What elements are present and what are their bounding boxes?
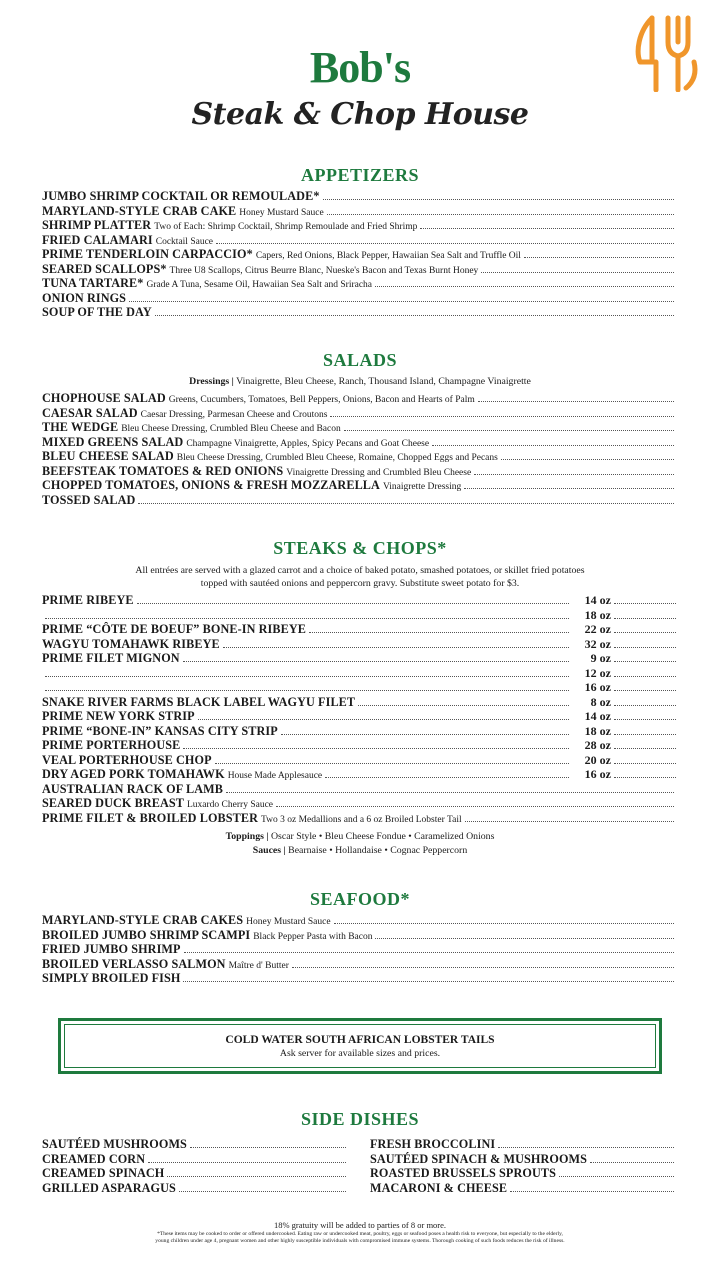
menu-item: [42, 666, 676, 681]
lobster-tails-inner: [64, 1024, 656, 1068]
health-warning-line2: young children under age 4, pregnant women and other highly susceptible individuals with compromised immune systems. Thorough cooking of such foods reduces the risk of illness.: [155, 1238, 565, 1244]
side-item: [370, 1181, 676, 1196]
item-name: SEARED SCALLOPS*: [42, 261, 167, 276]
item-name: PRIME “BONE-IN” KANSAS CITY STRIP: [42, 723, 278, 738]
item-description: Cocktail Sauce: [155, 236, 213, 247]
dot-leader: [478, 401, 674, 402]
item-size: 20 oz: [584, 752, 611, 767]
item-name: SOUP OF THE DAY: [42, 305, 152, 319]
item-description: Three U8 Scallops, Citrus Beurre Blanc, Nueske's Bacon and Texas Burnt Honey: [169, 265, 479, 276]
item-description: Bleu Cheese Dressing, Crumbled Bleu Cheese, Romaine, Chopped Eggs and Pecans: [176, 453, 498, 463]
price-leader: [614, 632, 676, 633]
steaks-list: [42, 593, 676, 825]
dot-leader: [183, 748, 569, 749]
menu-item: [42, 189, 676, 204]
item-size: 32 oz: [584, 636, 611, 651]
price-leader: [614, 676, 676, 677]
dot-leader: [524, 257, 674, 258]
item-name: DRY AGED PORK TOMAHAWK: [42, 767, 225, 781]
sauces-label: Sauces |: [252, 845, 286, 856]
dressings-list: Vinaigrette, Bleu Cheese, Ranch, Thousand Island, Champagne Vinaigrette: [236, 376, 531, 387]
item-name: WAGYU TOMAHAWK RIBEYE: [42, 636, 220, 651]
menu-item: [42, 680, 676, 695]
side-name: ROASTED BRUSSELS SPROUTS: [370, 1166, 556, 1180]
menu-item: [42, 928, 676, 943]
item-name: BROILED JUMBO SHRIMP SCAMPI: [42, 927, 251, 942]
dot-leader: [184, 952, 674, 953]
side-item: [42, 1152, 348, 1167]
item-size: 18 oz: [584, 607, 611, 622]
dot-leader: [137, 603, 569, 604]
item-name: PRIME TENDERLOIN CARPACCIO*: [42, 247, 253, 261]
menu-item: [42, 767, 676, 782]
dot-leader: [498, 1147, 674, 1148]
item-name: CHOPPED TOMATOES, ONIONS & FRESH MOZZARELLA: [42, 478, 380, 492]
brand-name: Bob's: [309, 43, 411, 92]
menu-item: [42, 695, 676, 710]
item-size: 18 oz: [584, 723, 611, 738]
dot-leader: [292, 967, 674, 968]
menu-item: [42, 753, 676, 768]
gratuity-note: 18% gratuity will be added to parties of 8 or more.: [273, 1220, 447, 1230]
side-item: [370, 1137, 676, 1152]
dot-leader: [155, 315, 674, 316]
appetizers-list: [42, 189, 676, 320]
side-item: [42, 1137, 348, 1152]
menu-item: [42, 464, 676, 479]
lobster-tails-box: [58, 1018, 662, 1074]
dot-leader: [481, 272, 674, 273]
dot-leader: [167, 1176, 346, 1177]
menu-item: [42, 796, 676, 811]
price-leader: [614, 748, 676, 749]
health-warning-line1: *These items may be cooked to order or offered undercooked. Eating raw or undercooked meat, poultry, eggs or seafood poses a health risk to everyone, but especially to the elderly,: [157, 1231, 563, 1237]
sides-title: SIDE DISHES: [300, 1109, 420, 1129]
price-leader: [614, 719, 676, 720]
item-name: MIXED GREENS SALAD: [42, 434, 184, 449]
dot-leader: [45, 618, 569, 619]
sides-columns: [42, 1137, 676, 1195]
item-description: Honey Mustard Sauce: [246, 917, 331, 927]
dot-leader: [358, 705, 569, 706]
dot-leader: [474, 474, 674, 475]
menu-item: [42, 811, 676, 826]
menu-item: [42, 247, 676, 262]
dot-leader: [198, 719, 569, 720]
brand-tagline: Steak & Chop House: [191, 97, 529, 132]
menu-item: [42, 622, 676, 637]
item-name: SNAKE RIVER FARMS BLACK LABEL WAGYU FILET: [42, 694, 356, 709]
item-name: PRIME FILET MIGNON: [42, 651, 180, 665]
menu-item: [42, 957, 676, 972]
item-size: 12 oz: [584, 665, 611, 680]
menu-item: [42, 782, 676, 797]
menu-item: [42, 637, 676, 652]
item-size: 28 oz: [584, 738, 611, 752]
dot-leader: [323, 199, 674, 200]
menu-item: [42, 709, 676, 724]
dot-leader: [45, 676, 569, 677]
dot-leader: [179, 1191, 346, 1192]
dot-leader: [183, 661, 569, 662]
price-leader: [614, 763, 676, 764]
item-description: Maître d' Butter: [228, 960, 289, 971]
appetizers-title: APPETIZERS: [300, 165, 420, 185]
price-leader: [614, 603, 676, 604]
item-description: Vinaigrette Dressing and Crumbled Bleu Cheese: [286, 467, 472, 478]
item-size: 22 oz: [584, 622, 611, 636]
dot-leader: [559, 1176, 674, 1177]
dot-leader: [432, 445, 674, 446]
menu-item: [42, 305, 676, 320]
item-name: SIMPLY BROILED FISH: [42, 971, 181, 985]
menu-item: [42, 478, 676, 493]
sauces-list: Bearnaise • Hollandaise • Cognac Peppercorn: [288, 845, 468, 856]
item-size: 9 oz: [590, 651, 611, 665]
dot-leader: [309, 632, 569, 633]
item-name: THE WEDGE: [42, 420, 119, 434]
sides-right-column: [370, 1137, 676, 1195]
side-item: [42, 1181, 348, 1196]
side-name: FRESH BROCCOLINI: [370, 1137, 496, 1151]
menu-item: [42, 420, 676, 435]
menu-item: [42, 593, 676, 608]
price-leader: [614, 661, 676, 662]
item-description: Greens, Cucumbers, Tomatoes, Bell Peppers, Onions, Bacon and Hearts of Palm: [168, 395, 475, 405]
item-name: MARYLAND-STYLE CRAB CAKE: [42, 203, 237, 218]
price-leader: [614, 777, 676, 778]
menu-item: [42, 449, 676, 464]
item-name: PRIME RIBEYE: [42, 593, 134, 607]
toppings: [0, 830, 720, 844]
dot-leader: [216, 243, 674, 244]
menu-item: [42, 651, 676, 666]
dot-leader: [375, 286, 674, 287]
lobster-tails-subtitle: Ask server for available sizes and prices.: [279, 1048, 441, 1059]
item-name: TOSSED SALAD: [42, 492, 136, 507]
item-name: CHOPHOUSE SALAD: [42, 391, 166, 405]
item-name: AUSTRALIAN RACK OF LAMB: [42, 781, 223, 796]
item-name: FRIED JUMBO SHRIMP: [42, 942, 181, 956]
item-name: BEEFSTEAK TOMATOES & RED ONIONS: [42, 463, 284, 478]
price-leader: [614, 690, 676, 691]
item-description: Champagne Vinaigrette, Apples, Spicy Pecans and Goat Cheese: [186, 438, 430, 449]
dot-leader: [327, 214, 674, 215]
dot-leader: [223, 647, 569, 648]
dot-leader: [334, 923, 674, 924]
item-description: Luxardo Cherry Sauce: [187, 800, 273, 810]
dot-leader: [330, 416, 674, 417]
dot-leader: [45, 690, 569, 691]
menu-item: [42, 913, 676, 928]
dot-leader: [226, 792, 674, 793]
dot-leader: [148, 1162, 346, 1163]
dot-leader: [465, 821, 674, 822]
sauces: [0, 844, 720, 858]
side-item: [42, 1166, 348, 1181]
side-name: CREAMED SPINACH: [42, 1166, 165, 1180]
dot-leader: [375, 938, 674, 939]
item-description: Two of Each: Shrimp Cocktail, Shrimp Remoulade and Fried Shrimp: [154, 222, 418, 232]
item-description: Honey Mustard Sauce: [239, 207, 324, 218]
dot-leader: [510, 1191, 674, 1192]
item-description: Bleu Cheese Dressing, Crumbled Bleu Cheese and Bacon: [121, 424, 341, 434]
dot-leader: [129, 301, 674, 302]
menu-item: [42, 262, 676, 277]
menu-item: [42, 391, 676, 406]
salads-list: [42, 391, 676, 507]
item-name: FRIED CALAMARI: [42, 232, 153, 247]
menu-item: [42, 291, 676, 306]
menu-item: [42, 218, 676, 233]
dot-leader: [183, 981, 674, 982]
dot-leader: [138, 503, 674, 504]
item-name: SHRIMP PLATTER: [42, 218, 152, 232]
toppings-list: Oscar Style • Bleu Cheese Fondue • Caramelized Onions: [270, 831, 495, 842]
item-description: Vinaigrette Dressing: [382, 482, 462, 492]
menu-item: [42, 971, 676, 986]
dot-leader: [215, 763, 569, 764]
dot-leader: [281, 734, 569, 735]
menu-item: [42, 942, 676, 957]
item-description: Black Pepper Pasta with Bacon: [253, 931, 373, 942]
salad-dressings: [0, 375, 720, 389]
item-name: PRIME FILET & BROILED LOBSTER: [42, 810, 259, 825]
menu-item: [42, 406, 676, 421]
price-leader: [614, 705, 676, 706]
item-name: JUMBO SHRIMP COCKTAIL OR REMOULADE*: [42, 189, 320, 203]
salads-title: SALADS: [322, 350, 398, 370]
item-name: BROILED VERLASSO SALMON: [42, 956, 226, 971]
dot-leader: [276, 806, 674, 807]
item-description: Two 3 oz Medallions and a 6 oz Broiled Lobster Tail: [261, 814, 462, 825]
menu-item: [42, 724, 676, 739]
dot-leader: [344, 430, 674, 431]
steaks-intro-line2: topped with sautéed onions and peppercorn gravy. Substitute sweet potato for $3.: [200, 578, 520, 589]
item-name: VEAL PORTERHOUSE CHOP: [42, 752, 212, 767]
lobster-tails-title: COLD WATER SOUTH AFRICAN LOBSTER TAILS: [225, 1034, 495, 1046]
menu-item: [42, 738, 676, 753]
seafood-list: [42, 913, 676, 986]
item-size: 14 oz: [584, 593, 611, 607]
side-item: [370, 1166, 676, 1181]
dot-leader: [420, 228, 674, 229]
item-description: Grade A Tuna, Sesame Oil, Hawaiian Sea Salt and Sriracha: [146, 280, 373, 290]
item-name: TUNA TARTARE*: [42, 276, 144, 290]
item-description: House Made Applesauce: [227, 771, 323, 781]
item-name: PRIME “CÔTE DE BOEUF” BONE-IN RIBEYE: [42, 622, 306, 636]
dot-leader: [325, 777, 569, 778]
dot-leader: [190, 1147, 346, 1148]
side-name: MACARONI & CHEESE: [370, 1180, 508, 1195]
item-name: PRIME NEW YORK STRIP: [42, 709, 195, 723]
item-description: Capers, Red Onions, Black Pepper, Hawaiian Sea Salt and Truffle Oil: [255, 251, 521, 261]
item-size: 16 oz: [584, 680, 611, 694]
steaks-title: STEAKS & CHOPS*: [273, 538, 447, 558]
menu-item: [42, 204, 676, 219]
dot-leader: [464, 488, 674, 489]
sides-left-column: [42, 1137, 348, 1195]
item-name: ONION RINGS: [42, 290, 127, 305]
dot-leader: [501, 459, 674, 460]
menu-item: [42, 608, 676, 623]
item-size: 16 oz: [584, 767, 611, 781]
menu-item: [42, 233, 676, 248]
item-name: CAESAR SALAD: [42, 405, 138, 420]
item-name: SEARED DUCK BREAST: [42, 796, 184, 810]
dressings-label: Dressings |: [189, 376, 234, 387]
item-name: MARYLAND-STYLE CRAB CAKES: [42, 913, 244, 927]
toppings-label: Toppings |: [225, 831, 269, 842]
side-name: SAUTÉED SPINACH & MUSHROOMS: [370, 1151, 588, 1166]
side-name: GRILLED ASPARAGUS: [42, 1180, 176, 1195]
menu-item: [42, 276, 676, 291]
side-item: [370, 1152, 676, 1167]
steaks-intro-line1: All entrées are served with a glazed carrot and a choice of baked potato, smashed potatoes, or skillet fried potatoes: [135, 565, 585, 576]
item-name: PRIME PORTERHOUSE: [42, 738, 181, 752]
side-name: SAUTÉED MUSHROOMS: [42, 1137, 187, 1151]
item-size: 14 oz: [584, 709, 611, 723]
price-leader: [614, 618, 676, 619]
item-size: 8 oz: [590, 694, 611, 709]
item-name: BLEU CHEESE SALAD: [42, 449, 174, 463]
seafood-title: SEAFOOD*: [309, 889, 410, 909]
item-description: Caesar Dressing, Parmesan Cheese and Croutons: [140, 409, 328, 420]
menu-item: [42, 435, 676, 450]
menu-item: [42, 493, 676, 508]
price-leader: [614, 647, 676, 648]
dot-leader: [590, 1162, 674, 1163]
side-name: CREAMED CORN: [42, 1151, 146, 1166]
price-leader: [614, 734, 676, 735]
